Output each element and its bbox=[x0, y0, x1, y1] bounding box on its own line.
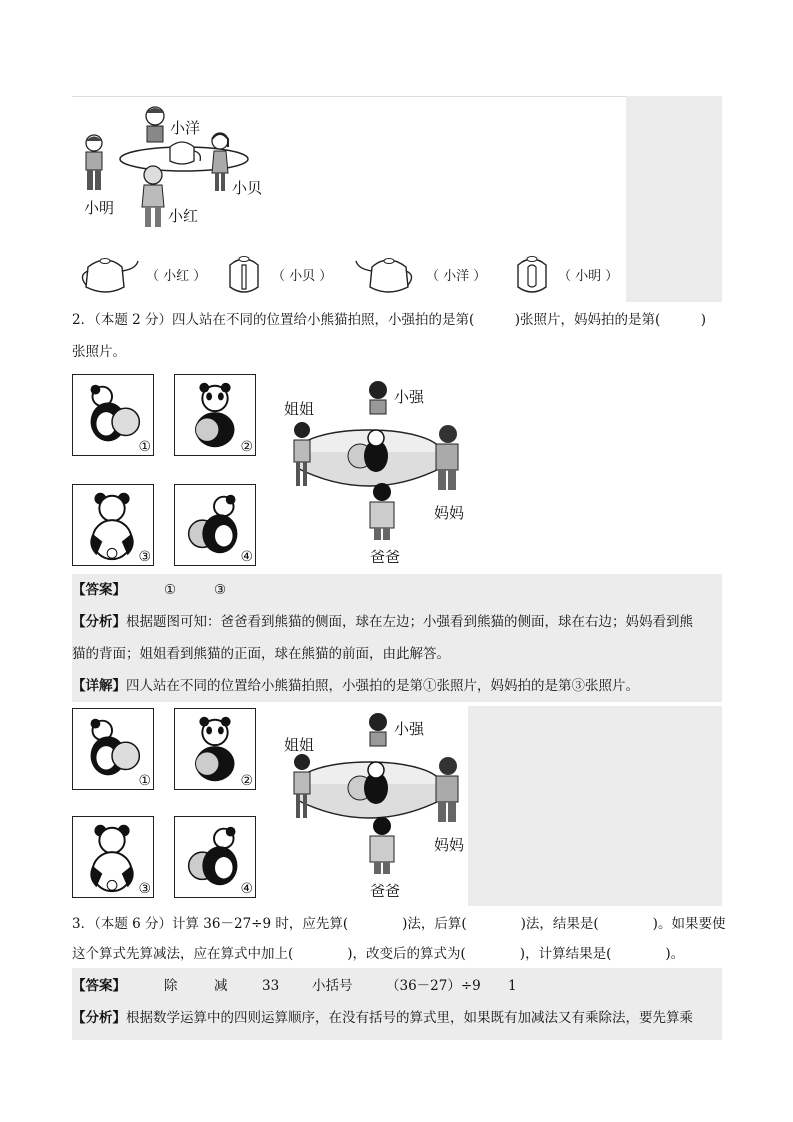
answer-value: （36－27）÷9 bbox=[386, 978, 481, 994]
kid-top-figure bbox=[140, 105, 170, 145]
kid-left-figure bbox=[80, 133, 110, 195]
scene-label-right: 妈妈 bbox=[434, 836, 465, 854]
panda-card-1 bbox=[72, 374, 154, 456]
scene-label-bottom: 爸爸 bbox=[370, 548, 401, 566]
detail-figure-side-panel bbox=[468, 706, 722, 906]
teapot-answer-2: （ 小贝 ） bbox=[272, 269, 333, 284]
teapot-side-spout-right-icon bbox=[76, 253, 140, 297]
person-bottom-figure bbox=[366, 482, 398, 542]
person-left-figure bbox=[290, 420, 316, 490]
panda-scene-1 bbox=[276, 376, 472, 566]
q3-analysis-line1 bbox=[72, 1008, 693, 1028]
detail-tag: 【详解】 bbox=[72, 678, 126, 694]
person-right-figure bbox=[428, 424, 464, 494]
scene-label-right: 妈妈 bbox=[434, 504, 465, 522]
card-number: ① bbox=[138, 773, 151, 789]
answer-value: ③ bbox=[214, 582, 227, 598]
person-top-figure bbox=[364, 380, 392, 416]
card-number: ③ bbox=[138, 881, 151, 897]
person-left-figure bbox=[290, 752, 316, 822]
q3-line2: 这个算式先算减法，应在算式中加上( )，改变后的算式为( )，计算结果是( )。 bbox=[72, 946, 685, 962]
card-number: ④ bbox=[240, 549, 253, 565]
kid-label-left: 小明 bbox=[84, 199, 115, 217]
teapot-side-spout-left-icon bbox=[354, 253, 418, 297]
panda-card-2 bbox=[174, 374, 256, 456]
scene-label-top: 小强 bbox=[394, 388, 425, 406]
panda-card-1b bbox=[72, 708, 154, 790]
q2-line2: 张照片。 bbox=[72, 344, 126, 360]
answer-tag: 【答案】 bbox=[72, 978, 126, 994]
teapot-answer-4: （ 小明 ） bbox=[558, 269, 619, 284]
panda-card-3 bbox=[72, 484, 154, 566]
q2-line1: 2．（本题 2 分）四人站在不同的位置给小熊猫拍照，小强拍的是第( )张照片，妈妈拍的是第( ) bbox=[72, 312, 707, 328]
teapot-answer-3: （ 小洋 ） bbox=[426, 269, 487, 284]
kid-label-bottom: 小红 bbox=[168, 207, 199, 225]
card-number: ① bbox=[138, 439, 151, 455]
q3-line1: 3．（本题 6 分）计算 36－27÷9 时，应先算( )法，后算( )法，结果是( )。如果要使 bbox=[72, 916, 726, 932]
analysis-tag: 【分析】 bbox=[72, 1010, 126, 1026]
teapot-back-handle-icon bbox=[512, 251, 552, 297]
panda-card-4 bbox=[174, 484, 256, 566]
q2-detail-line bbox=[72, 676, 639, 696]
panda-card-2b bbox=[174, 708, 256, 790]
analysis-text: 根据数学运算中的四则运算顺序，在没有括号的算式里，如果既有加减法又有乘除法，要先算乘 bbox=[126, 1010, 693, 1026]
panda-card-3b bbox=[72, 816, 154, 898]
card-number: ③ bbox=[138, 549, 151, 565]
q3-answer-row bbox=[72, 976, 722, 996]
panda-scene-2 bbox=[276, 708, 468, 904]
q2-analysis-line2: 猫的背面；姐姐看到熊猫的正面，球在熊猫的前面，由此解答。 bbox=[72, 646, 450, 662]
scene-label-left: 姐姐 bbox=[284, 400, 315, 418]
kid-label-right: 小贝 bbox=[232, 179, 263, 197]
answer-tag: 【答案】 bbox=[72, 582, 126, 598]
answer-value: 1 bbox=[508, 978, 517, 994]
figure-side-panel bbox=[626, 96, 722, 302]
scene-label-bottom: 爸爸 bbox=[370, 882, 401, 900]
answer-value: 小括号 bbox=[312, 978, 353, 994]
q2-answer-row bbox=[72, 580, 722, 600]
person-bottom-figure bbox=[366, 816, 398, 876]
teapot-figure bbox=[72, 96, 626, 303]
panda-card-4b bbox=[174, 816, 256, 898]
answer-value: 减 bbox=[214, 978, 228, 994]
kid-bottom-figure bbox=[136, 165, 170, 229]
card-number: ② bbox=[240, 439, 253, 455]
answer-value: ① bbox=[164, 582, 177, 598]
analysis-tag: 【分析】 bbox=[72, 614, 126, 630]
card-number: ④ bbox=[240, 881, 253, 897]
teapot-answer-1: （ 小红 ） bbox=[146, 269, 207, 284]
kid-label-top: 小洋 bbox=[170, 119, 201, 137]
detail-text: 四人站在不同的位置给小熊猫拍照，小强拍的是第①张照片，妈妈拍的是第③张照片。 bbox=[126, 678, 639, 694]
person-top-figure bbox=[364, 712, 392, 748]
kid-right-figure bbox=[204, 129, 234, 195]
teapot-front-spout-icon bbox=[224, 251, 264, 297]
scene-label-left: 姐姐 bbox=[284, 736, 315, 754]
analysis-text: 根据题图可知：爸爸看到熊猫的侧面，球在左边；小强看到熊猫的侧面，球在右边；妈妈看到熊 bbox=[126, 614, 693, 630]
answer-value: 除 bbox=[164, 978, 178, 994]
card-number: ② bbox=[240, 773, 253, 789]
person-right-figure bbox=[428, 756, 464, 826]
q2-analysis-line1 bbox=[72, 612, 693, 632]
scene-label-top: 小强 bbox=[394, 720, 425, 738]
answer-value: 33 bbox=[262, 978, 280, 994]
